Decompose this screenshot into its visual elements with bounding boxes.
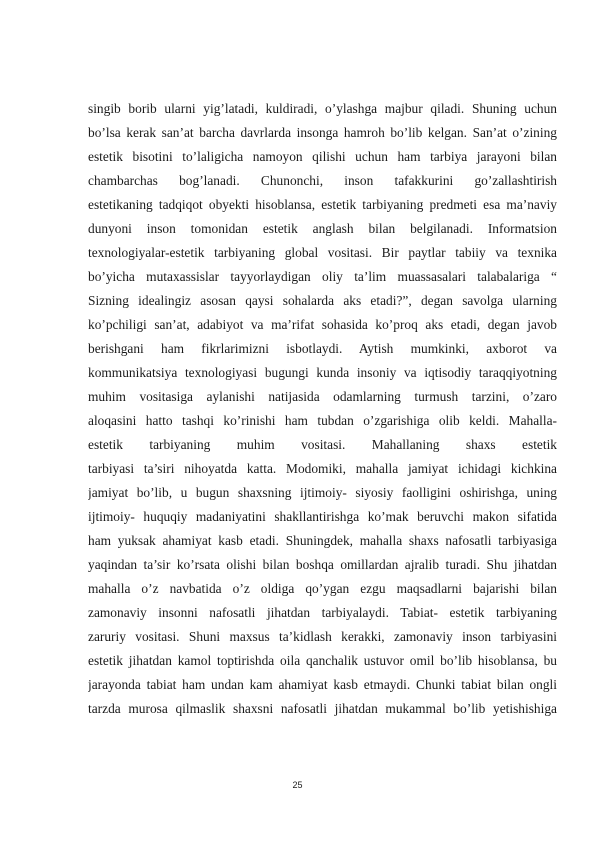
body-text (88, 97, 557, 721)
text-line: mahalla o’z navbatida o’z oldiga qo’ygan ezgu maqsadlarni bajarishi bilan (88, 581, 557, 596)
text-line: estetik jihatdan kamol toptirishda oila qanchalik ustuvor omil bo’lib hisoblansa, bu (88, 653, 557, 668)
page-number: 25 (292, 780, 303, 790)
text-line: kommunikatsiya texnologiyasi bugungi kunda insoniy va iqtisodiy taraqqiyotning (88, 365, 557, 380)
text-line: jarayonda tabiat ham undan kam ahamiyat kasb etmaydi. Chunki tabiat bilan ongli (88, 677, 557, 692)
text-line: texnologiyalar-estetik tarbiyaning global vositasi. Bir paytlar tabiiy va texnika (88, 245, 557, 260)
text-line: Sizning idealingiz asosan qaysi sohalarda aks etadi?”, degan savolga ularning (88, 293, 557, 308)
text-line: jamiyat bo’lib, u bugun shaxsning ijtimoiy- siyosiy faolligini oshirishga, uning (88, 485, 557, 500)
text-line: yaqindan ta’sir ko’rsata olishi bilan boshqa omillardan ajralib turadi. Shu jihatdan (88, 557, 557, 572)
text-line: estetikaning tadqiqot obyekti hisoblansa, estetik tarbiyaning predmeti esa ma’naviy (88, 197, 557, 212)
text-line: zaruriy vositasi. Shuni maxsus ta’kidlash kerakki, zamonaviy inson tarbiyasini (88, 629, 557, 644)
text-line: estetik tarbiyaning muhim vositasi. Mahallaning shaxs estetik (88, 437, 557, 452)
text-line: estetik bisotini to’laligicha namoyon qilishi uchun ham tarbiya jarayoni bilan (88, 149, 557, 164)
text-line: chambarchas bog’lanadi. Chunonchi, inson tafakkurini go’zallashtirish (88, 173, 557, 188)
text-line: ham yuksak ahamiyat kasb etadi. Shuningdek, mahalla shaxs nafosatli tarbiyasiga (88, 533, 557, 548)
text-line: bo’lsa kerak san’at barcha davrlarda insonga hamroh bo’lib kelgan. San’at o’zining (88, 125, 557, 140)
text-line: aloqasini hatto tashqi ko’rinishi ham tubdan o’zgarishiga olib keldi. Mahalla- (88, 413, 557, 428)
text-line: tarbiyasi ta’siri nihoyatda katta. Modomiki, mahalla jamiyat ichidagi kichkina (88, 461, 557, 476)
text-line: tarzda murosa qilmaslik shaxsni nafosatli jihatdan mukammal bo’lib yetishishiga (88, 701, 557, 716)
text-line: ko’pchiligi san’at, adabiyot va ma’rifat sohasida ko’proq aks etadi, degan javob (88, 317, 557, 332)
text-line: bo’yicha mutaxassislar tayyorlaydigan oliy ta’lim muassasalari talabalariga “ (88, 269, 557, 284)
text-line: singib borib ularni yig’latadi, kuldiradi, o’ylashga majbur qiladi. Shuning uchun (88, 101, 557, 116)
text-line: ijtimoiy- huquqiy madaniyatini shakllantirishga ko’mak beruvchi makon sifatida (88, 509, 557, 524)
text-line: zamonaviy insonni nafosatli jihatdan tarbiyalaydi. Tabiat- estetik tarbiyaning (88, 605, 557, 620)
text-line: berishgani ham fikrlarimizni isbotlaydi. Aytish mumkinki, axborot va (88, 341, 557, 356)
text-line: muhim vositasiga aylanishi natijasida odamlarning turmush tarzini, o’zaro (88, 389, 557, 404)
text-line: dunyoni inson tomonidan estetik anglash bilan belgilanadi. Informatsion (88, 221, 557, 236)
